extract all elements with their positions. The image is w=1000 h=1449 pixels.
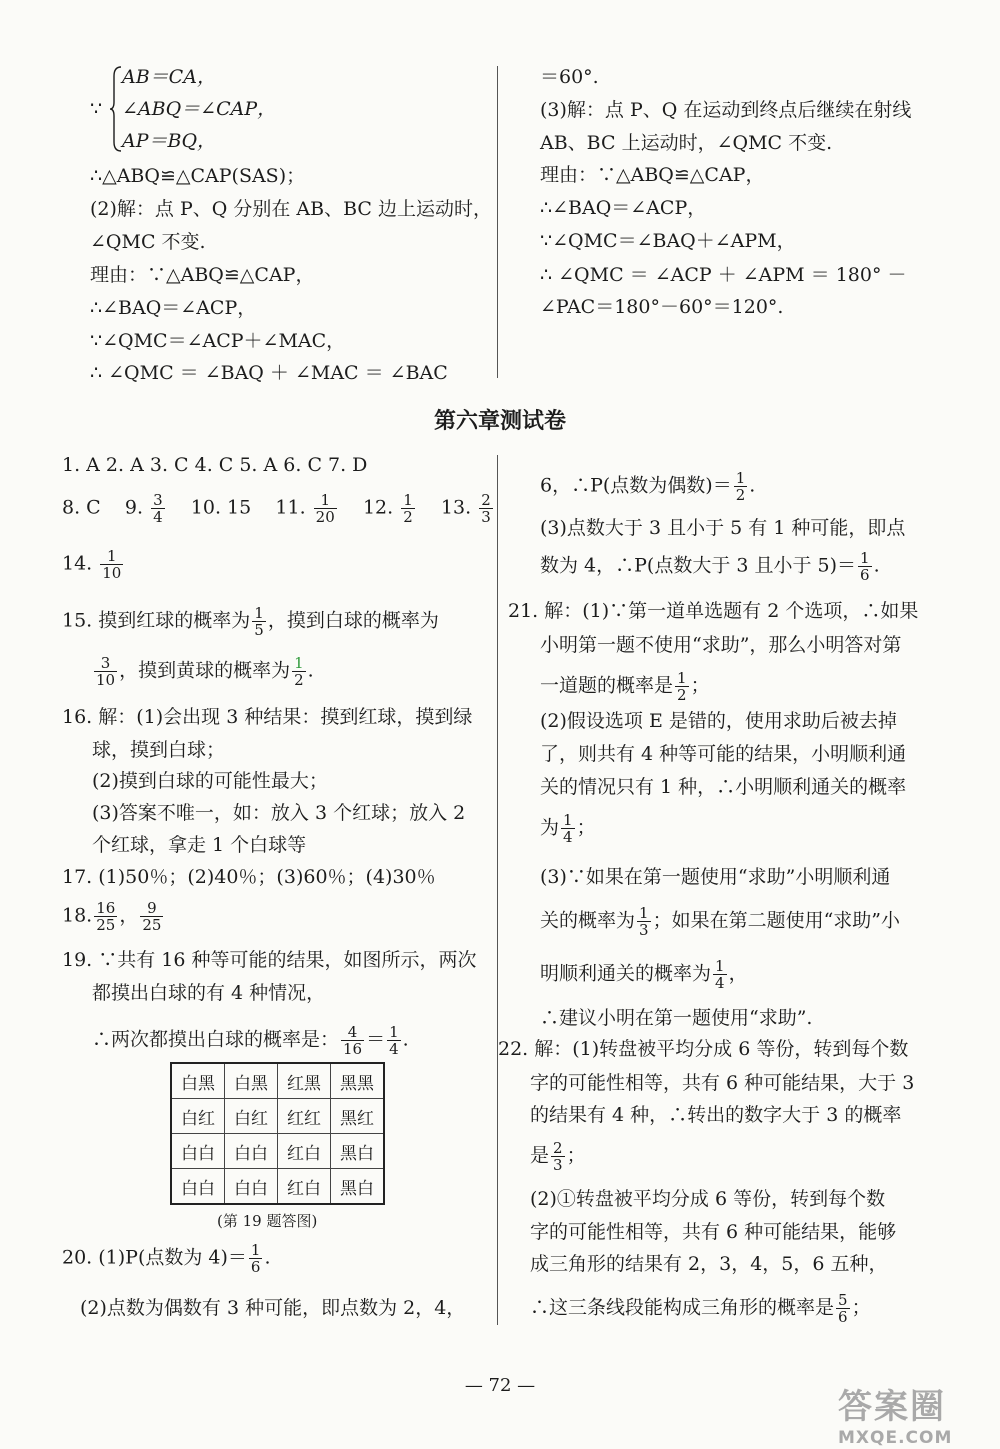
answer-21: 了，则共有 4 种等可能的结果，小明顺利通 [540, 743, 907, 765]
page-number: — 72 — [464, 1375, 536, 1396]
table-cell: 红白 [278, 1169, 331, 1205]
table-cell: 红白 [278, 1134, 331, 1169]
fraction: $\frac{1}{4}$ [563, 811, 573, 846]
fraction: $\frac{4}{16}$ [343, 1023, 363, 1058]
answer-20: 20. (1)P(点数为 4)＝ $\frac{1}{6}$ . [62, 1241, 271, 1276]
table-cell: 红黑 [278, 1063, 331, 1099]
table-cell: 白白 [171, 1134, 225, 1169]
fraction: $\frac{9}{25}$ [142, 899, 162, 934]
fraction: $\frac{16}{25}$ [96, 899, 116, 934]
answer-14: 14. $\frac{1}{10}$ [62, 547, 122, 582]
because-symbol: ∵ [90, 98, 103, 120]
answer-8: 8. C [62, 496, 101, 519]
part2-line: ∴ ∠QMC ＝ ∠BAQ ＋ ∠MAC ＝ ∠BAC [90, 362, 448, 384]
answer-21: (2)假设选项 E 是错的，使用求助后被去掉 [540, 710, 897, 732]
answer-22: 的结果有 4 种，∴转出的数字大于 3 的概率 [530, 1104, 902, 1126]
table-cell: 白红 [171, 1099, 225, 1134]
fraction: $\frac{1}{4}$ [715, 957, 725, 992]
answer-16: 球，摸到白球； [92, 739, 226, 761]
answer-22: (2)①转盘被平均分成 6 等份，转到每个数 [530, 1188, 886, 1210]
answer-15: 15. 摸到红球的概率为 $\frac{1}{5}$ ，摸到白球的概率为 [62, 604, 439, 639]
answer-21: 21. 解：(1)∵第一道单选题有 2 个选项，∴如果 [508, 600, 919, 622]
table-cell: 白黑 [225, 1063, 278, 1099]
part3-line: ＝60°. [540, 66, 599, 88]
part3-line: AB、BC 上运动时，∠QMC 不变. [540, 132, 833, 154]
table-caption: (第 19 题答图) [217, 1212, 318, 1230]
table-cell: 黑黑 [331, 1063, 385, 1099]
table-cell: 白红 [225, 1099, 278, 1134]
answer-19: ∴两次都摸出白球的概率是： $\frac{4}{16}$ ＝ $\frac{1}{4}$ . [92, 1023, 409, 1058]
fraction: $\frac{2}{3}$ [553, 1139, 563, 1174]
answer-21: 关的概率为 $\frac{1}{3}$ ；如果在第二题使用“求助”小 [540, 904, 900, 939]
part3-line: 理由：∵△ABQ≌△CAP， [540, 164, 765, 186]
fraction: $\frac{1}{10}$ [102, 547, 122, 582]
answer-16: (3)答案不唯一，如：放入 3 个红球；放入 2 [92, 802, 466, 824]
table-cell: 黑红 [331, 1099, 385, 1134]
watermark-url: MXQE.COM [838, 1428, 953, 1448]
table-row [171, 1099, 384, 1134]
answer-21: 明顺利通关的概率为 $\frac{1}{4}$ ， [540, 957, 748, 992]
table-row [171, 1169, 384, 1205]
answer-22: 成三角形的结果有 2，3，4，5，6 五种， [530, 1253, 888, 1275]
answer-21: 小明第一题不使用“求助”，那么小明答对第 [540, 634, 902, 656]
answer-20-cont: 数为 4，∴P(点数大于 3 且小于 5)＝ $\frac{1}{6}$ . [540, 549, 880, 584]
condition-1: AB＝CA， [122, 66, 216, 88]
answer-10: 10. 15 [190, 496, 252, 519]
table-cell: 白黑 [171, 1063, 225, 1099]
answer-21: (3)∵如果在第一题使用“求助”小明顺利通 [540, 866, 891, 888]
outcome-table [170, 1062, 385, 1205]
fraction: $\frac{1}{2}$ [403, 491, 413, 526]
answer-16: 个红球，拿走 1 个白球等 [92, 834, 307, 856]
fraction: $\frac{5}{6}$ [838, 1291, 848, 1326]
answer-16: (2)摸到白球的可能性最大； [92, 770, 328, 792]
part2-line: ∵∠QMC＝∠ACP＋∠MAC， [90, 330, 346, 352]
watermark-logo-text: 答案圈 [838, 1387, 946, 1427]
table-cell: 黑白 [331, 1169, 385, 1205]
part2-line: (2)解：点 P、Q 分别在 AB、BC 边上运动时， [90, 198, 492, 220]
answer-17: 17. (1)50％；(2)40％；(3)60％；(4)30％ [62, 866, 436, 888]
answer-20: (2)点数为偶数有 3 种可能，即点数为 2，4， [80, 1297, 466, 1319]
fraction: $\frac{3}{4}$ [153, 491, 163, 526]
table-cell: 白白 [225, 1134, 278, 1169]
answer-16: 16. 解：(1)会出现 3 种结果：摸到红球，摸到绿 [62, 706, 473, 728]
column-divider [497, 455, 498, 1325]
congruence-line: ∴△ABQ≌△CAP(SAS)； [90, 165, 306, 187]
answer-12: 12. [362, 496, 394, 519]
fraction: $\frac{1}{20}$ [315, 491, 335, 526]
fraction: $\frac{1}{2}$ [735, 469, 746, 504]
part2-line: 理由：∵△ABQ≌△CAP， [90, 264, 315, 286]
condition-2: ∠ABQ＝∠CAP， [122, 98, 277, 120]
answer-22: 22. 解：(1)转盘被平均分成 6 等份，转到每个数 [498, 1038, 909, 1060]
answer-9: 9. [124, 496, 144, 519]
answer-19: 19. ∵共有 16 种等可能的结果，如图所示，两次 [62, 949, 477, 971]
answers-row-2 [62, 492, 495, 525]
fraction: $\frac{1}{3}$ [639, 904, 649, 939]
answer-21: 一道题的概率是 $\frac{1}{2}$ ； [540, 669, 710, 704]
column-divider [497, 66, 498, 378]
site-watermark [838, 1379, 988, 1448]
answer-22: 字的可能性相等，共有 6 种可能结果，能够 [530, 1221, 897, 1243]
table-cell: 黑白 [331, 1134, 385, 1169]
fraction: $\frac{1}{6}$ [250, 1241, 261, 1276]
answers-row-1: 1. A 2. A 3. C 4. C 5. A 6. C 7. D [62, 454, 368, 476]
fraction: $\frac{1}{2}$ [294, 654, 304, 689]
answer-11: 11. [275, 496, 306, 519]
table-cell: 白白 [225, 1169, 278, 1205]
fraction: $\frac{1}{6}$ [860, 549, 870, 584]
condition-3: AP＝BQ， [122, 130, 217, 152]
answer-20-cont: 6，∴P(点数为偶数)＝ $\frac{1}{2}$ . [540, 469, 756, 504]
table-cell: 白白 [171, 1169, 225, 1205]
answer-22: 是 $\frac{2}{3}$ ； [530, 1139, 586, 1174]
answer-21: ∴建议小明在第一题使用“求助”. [540, 1007, 813, 1029]
answer-13: 13. [440, 496, 472, 519]
section-title: 第六章测试卷 [433, 409, 566, 434]
part3-line: (3)解：点 P、Q 在运动到终点后继续在射线 [540, 99, 912, 121]
answer-22: 字的可能性相等，共有 6 种可能结果，大于 3 [530, 1072, 915, 1094]
answer-21: 关的情况只有 1 种，∴小明顺利通关的概率 [540, 776, 907, 798]
brace-icon [110, 66, 122, 152]
answer-20-cont: (3)点数大于 3 且小于 5 有 1 种可能，即点 [540, 517, 906, 539]
answer-18: 18. $\frac{16}{25}$ ， $\frac{9}{25}$ [62, 899, 162, 934]
part2-line: ∠QMC 不变. [90, 231, 206, 253]
fraction: $\frac{1}{2}$ [677, 669, 687, 704]
part3-line: ∴ ∠QMC ＝ ∠ACP ＋ ∠APM ＝ 180° － [540, 264, 907, 286]
table-row [171, 1063, 384, 1099]
answer-19: 都摸出白球的有 4 种情况， [92, 982, 326, 1004]
answer-15: $\frac{3}{10}$ ，摸到黄球的概率为 $\frac{1}{2}$ . [96, 654, 314, 689]
part2-line: ∴∠BAQ＝∠ACP， [90, 297, 257, 319]
part3-line: ∵∠QMC＝∠BAQ＋∠APM， [540, 230, 796, 252]
table-cell: 红红 [278, 1099, 331, 1134]
fraction: $\frac{2}{3}$ [481, 491, 491, 526]
part3-line: ∠PAC＝180°－60°＝120°. [540, 296, 784, 318]
part3-line: ∴∠BAQ＝∠ACP， [540, 197, 707, 219]
answer-21: 为 $\frac{1}{4}$ ； [540, 811, 596, 846]
fraction: $\frac{1}{5}$ [254, 604, 264, 639]
fraction: $\frac{1}{4}$ [389, 1023, 399, 1058]
fraction: $\frac{3}{10}$ [96, 654, 116, 689]
table-row [171, 1134, 384, 1169]
answer-22: ∴这三条线段能构成三角形的概率是 $\frac{5}{6}$ ； [530, 1291, 871, 1326]
